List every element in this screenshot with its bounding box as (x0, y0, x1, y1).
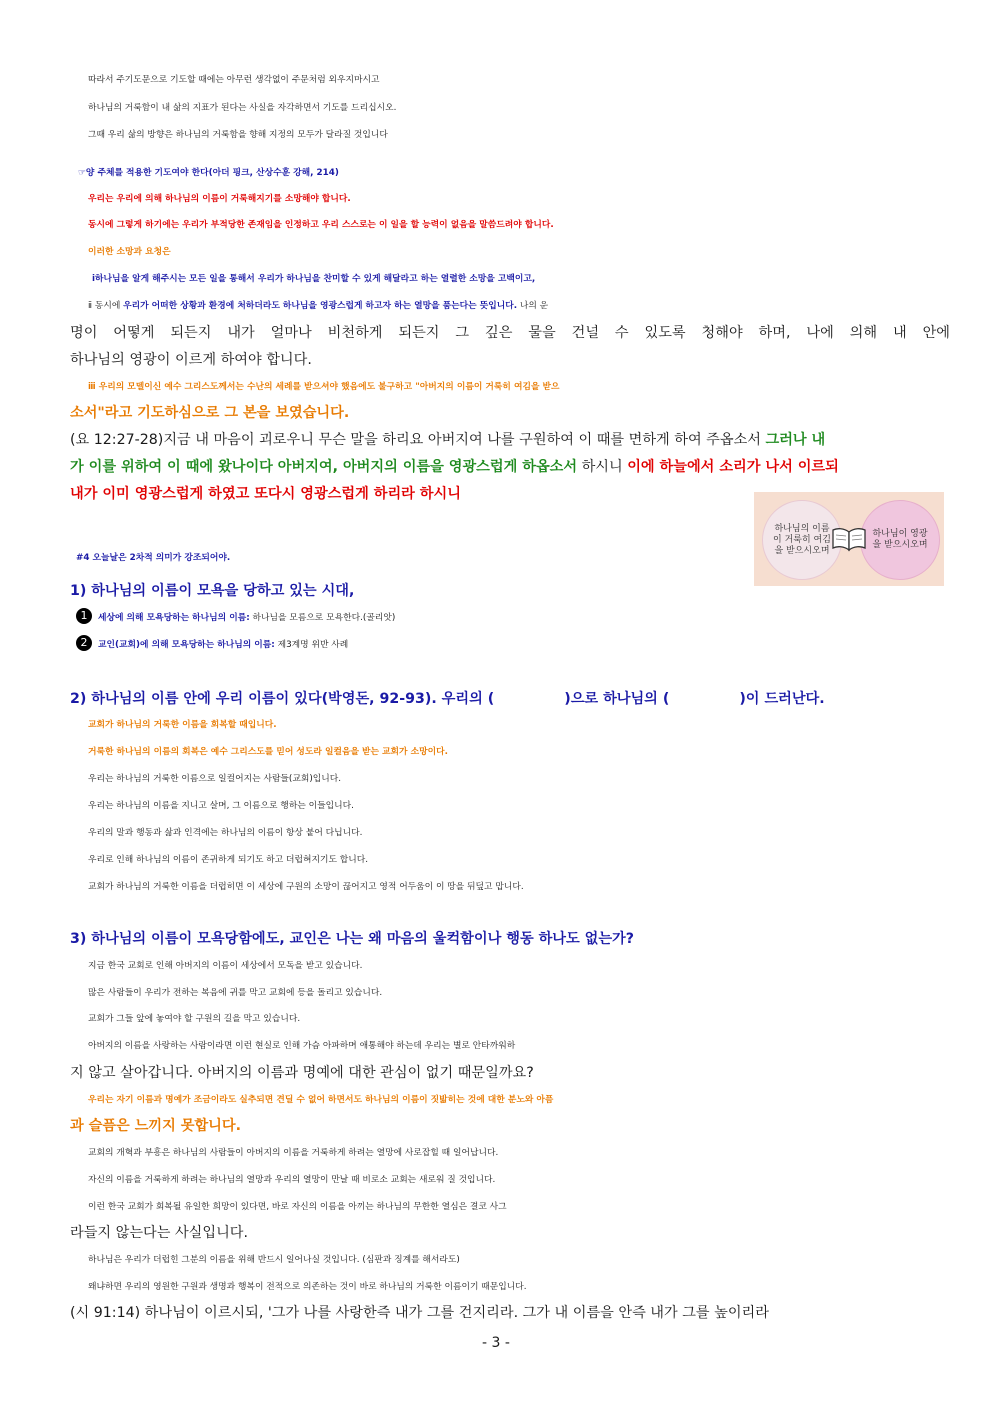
text-line: 소서"라고 기도하심으로 그 본을 보였습니다. (70, 405, 350, 421)
illustration-left-text: 하나님의 이름이 거룩히 여김을 받으시오며 (773, 523, 831, 556)
text-line: 교회가 하나님의 거룩한 이름을 더럽히면 이 세상에 구원의 소망이 끊어지고 영적 어두움이 이 땅을 뒤덮고 맙니다. (88, 882, 524, 892)
text-line: ⅲ 우리의 모델이신 예수 그리스도께서는 수난의 세례를 받으셔야 했음에도 불구하고 "아버지의 이름이 거룩히 여김을 받으 (88, 382, 560, 392)
text-line: 우리는 자기 이름과 명예가 조금이라도 실추되면 견딜 수 없어 하면서도 하나님의 이름이 짓밟히는 것에 대한 분노와 아픔 (88, 1095, 554, 1105)
text-line (70, 456, 950, 478)
text-line: 많은 사람들이 우리가 전하는 복음에 귀를 막고 교회에 등을 돌리고 있습니다. (88, 988, 383, 998)
text-line: 자신의 이름을 거룩하게 하려는 하나님의 열망과 우리의 열망이 만날 때 비로소 교회는 새로워 질 것입니다. (88, 1175, 496, 1185)
text-line (70, 295, 968, 317)
text-line: 지 않고 살아갑니다. 아버지의 이름과 명예에 대한 관심이 없기 때문일까요? (70, 1065, 534, 1081)
text-span: 그러나 내 (765, 432, 826, 448)
illustration (754, 492, 944, 586)
text-span: 교인(교회)에 의해 모욕당하는 하나님의 이름: (98, 640, 275, 650)
text-span: 하시니 (577, 459, 628, 475)
text-line: 따라서 주기도문으로 기도할 때에는 아무런 생각없이 주문처럼 외우지마시고 (88, 75, 380, 85)
text-line: 내가 이미 영광스럽게 하였고 또다시 영광스럽게 하리라 하시니 (70, 486, 461, 502)
text-line: 우리로 인해 하나님의 이름이 존귀하게 되기도 하고 더럽혀지기도 합니다. (88, 855, 369, 865)
text-line: 우리의 말과 행동과 삶과 인격에는 하나님의 이름이 항상 붙어 다닙니다. (88, 828, 363, 838)
text-span: 하나님을 모름으로 모욕한다.(골리앗) (249, 613, 396, 623)
list-item (76, 634, 956, 656)
text-line: 지금 한국 교회로 인해 아버지의 이름이 세상에서 모독을 받고 있습니다. (88, 961, 363, 971)
text-line: 왜냐하면 우리의 영원한 구원과 생명과 행복이 전적으로 의존하는 것이 바로 하나님의 거룩한 이름이기 때문입니다. (88, 1282, 527, 1292)
list-item (76, 607, 956, 629)
text-line: 이러한 소망과 요청은 (88, 247, 171, 257)
text-line: 거룩한 하나님의 이름의 회복은 예수 그리스도를 믿어 성도라 일컬음을 받는 교회가 소망이다. (88, 747, 448, 757)
text-span: )이 드러난다. (739, 691, 825, 707)
section-heading: #4 오늘날은 2차적 의미가 강조되어야. (76, 553, 231, 563)
text-span: ⅱ 동시에 (88, 301, 124, 311)
text-line: 1) 하나님의 이름이 모욕을 당하고 있는 시대, (70, 583, 355, 599)
text-span: 2) 하나님의 이름 안에 우리 이름이 있다(박영돈, 92-93). 우리의 ( (70, 691, 495, 707)
illustration-right-text: 하나님이 영광을 받으시오며 (872, 529, 928, 550)
text-line: 아버지의 이름을 사랑하는 사람이라면 이런 현실로 인해 가슴 아파하며 애통해야 하는데 우리는 별로 안타까워하 (88, 1041, 516, 1051)
text-line: 우리는 우리에 의해 하나님의 이름이 거룩해지기를 소망해야 합니다. (88, 194, 351, 204)
text-span: )으로 하나님의 ( (564, 691, 670, 707)
text-line: 교회가 하나님의 거룩한 이름을 회복할 때입니다. (88, 720, 277, 730)
text-line: 과 슬픔은 느끼지 못합니다. (70, 1118, 241, 1134)
text-span: 이에 하늘에서 소리가 나서 이르되 (627, 459, 839, 475)
text-line: 우리는 하나님의 이름을 지니고 살며, 그 이름으로 행하는 이들입니다. (88, 801, 354, 811)
section-heading: ☞양 주체를 적용한 기도여야 한다(아더 핑크, 산상수훈 강해, 214) (78, 168, 339, 178)
text-span: 우리가 어떠한 상황과 환경에 처하더라도 하나님을 영광스럽게 하고자 하는 열망을 품는다는 뜻입니다. (123, 301, 518, 311)
page-number: - 3 - (482, 1335, 510, 1351)
text-line: 동시에 그렇게 하기에는 우리가 부적당한 존재임을 인정하고 우리 스스로는 이 일을 할 능력이 없음을 말씀드려야 합니다. (88, 220, 554, 230)
number-badge: 2 (76, 635, 92, 651)
text-line: (시 91:14) 하나님이 이르시되, '그가 나를 사랑한즉 내가 그를 건지리라. 그가 내 이름을 안즉 내가 그를 높이리라 (70, 1305, 769, 1321)
text-span: (요 12:27-28)지금 내 마음이 괴로우니 무슨 말을 하리요 아버지여 나를 구원하여 이 때를 면하게 하여 주옵소서 (70, 432, 766, 448)
text-line (70, 429, 950, 451)
text-line: 이런 한국 교회가 회복될 유일한 희망이 있다면, 바로 자신의 이름을 아끼는 하나님의 무한한 열심은 결코 사그 (88, 1202, 507, 1212)
text-line: 하나님의 거룩함이 내 삶의 지표가 된다는 사실을 자각하면서 기도를 드리십시오. (88, 103, 397, 113)
text-line: 우리는 하나님의 거룩한 이름으로 일컬어지는 사람들(교회)입니다. (88, 774, 342, 784)
text-span: 가 이를 위하여 이 때에 왔나이다 아버지여, 아버지의 이름을 영광스럽게 하옵소서 (70, 459, 578, 475)
number-badge: 1 (76, 608, 92, 624)
text-line: 라들지 않는다는 사실입니다. (70, 1225, 248, 1241)
text-line: 그때 우리 삶의 방향은 하나님의 거룩함을 향해 지정의 모두가 달라질 것입니다 (88, 130, 388, 140)
text-line: 교회의 개혁과 부흥은 하나님의 사람들이 아버지의 이름을 거룩하게 하려는 열망에 사로잡힐 때 일어납니다. (88, 1148, 499, 1158)
text-span: 제3계명 위반 사례 (274, 640, 349, 650)
text-line: 3) 하나님의 이름이 모욕당함에도, 교인은 나는 왜 마음의 울컥함이나 행동 하나도 없는가? (70, 931, 634, 947)
text-line: ⅰ하나님을 알게 해주시는 모든 일을 통해서 우리가 하나님을 찬미할 수 있게 해달라고 하는 열렬한 소망을 고백이고, (92, 274, 536, 284)
text-line: 하나님의 영광이 이르게 하여야 합니다. (70, 352, 312, 368)
text-span: 나의 운 (517, 301, 549, 311)
text-line: 하나님은 우리가 더럽힌 그분의 이름을 위해 반드시 일어나실 것입니다. (심판과 징계를 해서라도) (88, 1255, 460, 1265)
text-span: 세상에 의해 모욕당하는 하나님의 이름: (98, 613, 250, 623)
text-line: 명이 어떻게 되든지 내가 얼마나 비천하게 되든지 그 깊은 물을 건널 수 있도록 청해야 하며, 나에 의해 내 안에 (70, 325, 950, 341)
text-line (70, 688, 950, 710)
text-line: 교회가 그들 앞에 놓여야 할 구원의 길을 막고 있습니다. (88, 1014, 301, 1024)
